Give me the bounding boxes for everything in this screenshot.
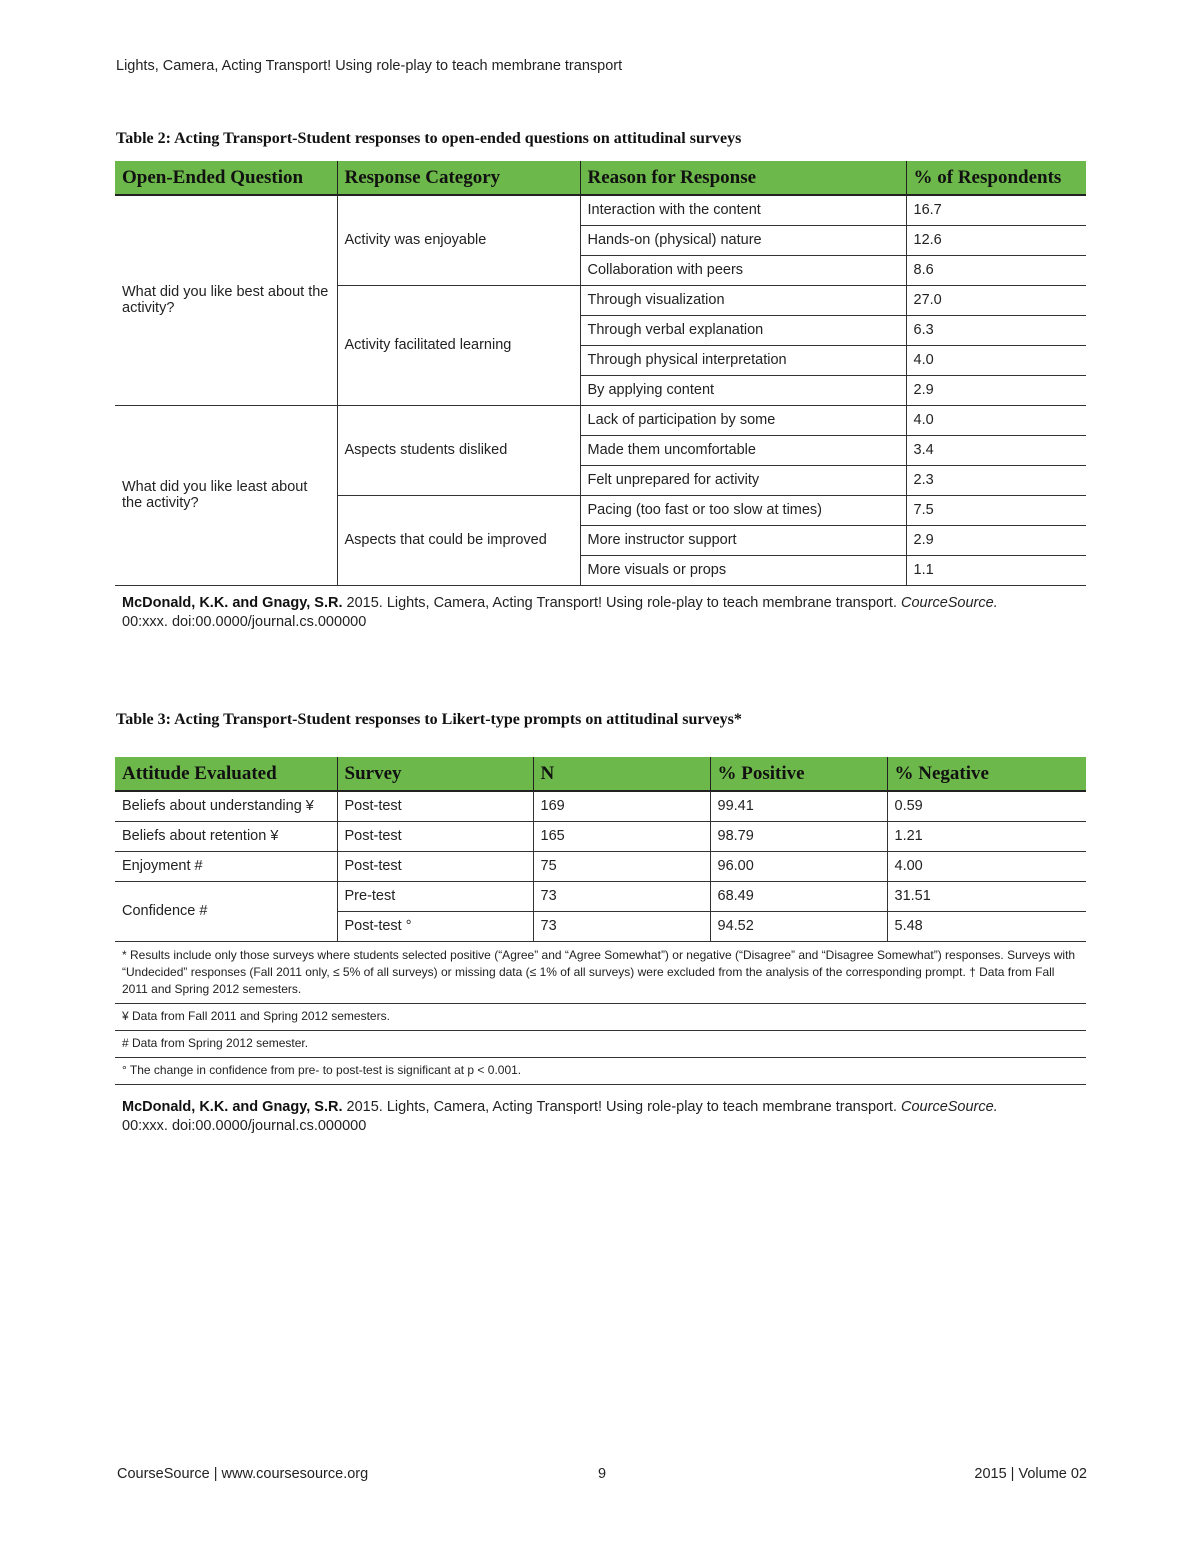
- reason-cell: More visuals or props: [580, 555, 906, 585]
- survey-cell: Post-test: [337, 821, 533, 851]
- table-note: ° The change in confidence from pre- to post-test is significant at p < 0.001.: [115, 1058, 1086, 1085]
- table3-notes: [115, 943, 1086, 1085]
- positive-cell: 99.41: [710, 791, 887, 821]
- table2-header-category: Response Category: [337, 161, 580, 195]
- table3-header-negative: % Negative: [887, 757, 1086, 791]
- table-row: [115, 405, 1086, 435]
- positive-cell: 68.49: [710, 881, 887, 911]
- citation-authors: McDonald, K.K. and Gnagy, S.R.: [122, 595, 343, 611]
- page-number: 9: [598, 1466, 607, 1482]
- percent-cell: 2.9: [906, 375, 1086, 405]
- attitude-cell: Beliefs about understanding ¥: [115, 791, 337, 821]
- percent-cell: 12.6: [906, 225, 1086, 255]
- table3-header-positive: % Positive: [710, 757, 887, 791]
- category-cell: Activity was enjoyable: [337, 195, 580, 285]
- table2-header-reason: Reason for Response: [580, 161, 906, 195]
- table-row: [115, 791, 1086, 821]
- percent-cell: 2.9: [906, 525, 1086, 555]
- negative-cell: 0.59: [887, 791, 1086, 821]
- table-note: ¥ Data from Fall 2011 and Spring 2012 semesters.: [115, 1004, 1086, 1031]
- citation-doi: 00:xxx. doi:00.0000/journal.cs.000000: [122, 614, 367, 630]
- table2-header-percent: % of Respondents: [906, 161, 1086, 195]
- percent-cell: 4.0: [906, 345, 1086, 375]
- percent-cell: 3.4: [906, 435, 1086, 465]
- question-cell: What did you like best about the activity?: [115, 195, 337, 405]
- table-row: [115, 881, 1086, 911]
- percent-cell: 8.6: [906, 255, 1086, 285]
- table3: [115, 757, 1086, 942]
- table2-title: Table 2: Acting Transport-Student responses to open-ended questions on attitudinal surveys: [116, 130, 742, 147]
- percent-cell: 7.5: [906, 495, 1086, 525]
- reason-cell: Lack of participation by some: [580, 405, 906, 435]
- attitude-cell: Enjoyment #: [115, 851, 337, 881]
- negative-cell: 5.48: [887, 911, 1086, 941]
- reason-cell: Through verbal explanation: [580, 315, 906, 345]
- table2-citation: [122, 594, 1062, 632]
- reason-cell: Collaboration with peers: [580, 255, 906, 285]
- table3-header-attitude: Attitude Evaluated: [115, 757, 337, 791]
- reason-cell: Interaction with the content: [580, 195, 906, 225]
- attitude-cell: Beliefs about retention ¥: [115, 821, 337, 851]
- n-cell: 165: [533, 821, 710, 851]
- citation-doi: 00:xxx. doi:00.0000/journal.cs.000000: [122, 1118, 367, 1134]
- category-cell: Aspects students disliked: [337, 405, 580, 495]
- citation-text: 2015. Lights, Camera, Acting Transport! Using role-play to teach membrane transport.: [342, 595, 902, 611]
- positive-cell: 98.79: [710, 821, 887, 851]
- attitude-cell: Confidence #: [115, 881, 337, 941]
- footer-right: 2015 | Volume 02: [974, 1466, 1087, 1482]
- category-cell: Aspects that could be improved: [337, 495, 580, 585]
- table-row: [115, 851, 1086, 881]
- running-head: Lights, Camera, Acting Transport! Using role-play to teach membrane transport: [116, 58, 623, 74]
- reason-cell: More instructor support: [580, 525, 906, 555]
- reason-cell: By applying content: [580, 375, 906, 405]
- table-note: # Data from Spring 2012 semester.: [115, 1031, 1086, 1058]
- category-cell: Activity facilitated learning: [337, 285, 580, 405]
- footer-left: CourseSource | www.coursesource.org: [117, 1466, 369, 1482]
- table3-header-n: N: [533, 757, 710, 791]
- survey-cell: Post-test: [337, 851, 533, 881]
- table2-header-row: [115, 161, 1086, 195]
- reason-cell: Through physical interpretation: [580, 345, 906, 375]
- percent-cell: 6.3: [906, 315, 1086, 345]
- citation-journal: CourceSource.: [901, 1099, 998, 1115]
- citation-text: 2015. Lights, Camera, Acting Transport! Using role-play to teach membrane transport.: [342, 1099, 902, 1115]
- table3-header-row: [115, 757, 1086, 791]
- positive-cell: 94.52: [710, 911, 887, 941]
- reason-cell: Felt unprepared for activity: [580, 465, 906, 495]
- negative-cell: 31.51: [887, 881, 1086, 911]
- survey-cell: Post-test °: [337, 911, 533, 941]
- citation-authors: McDonald, K.K. and Gnagy, S.R.: [122, 1099, 343, 1115]
- table3-title: Table 3: Acting Transport-Student responses to Likert-type prompts on attitudinal surveys*: [116, 711, 742, 728]
- negative-cell: 4.00: [887, 851, 1086, 881]
- n-cell: 75: [533, 851, 710, 881]
- table-row: [115, 821, 1086, 851]
- percent-cell: 27.0: [906, 285, 1086, 315]
- n-cell: 169: [533, 791, 710, 821]
- survey-cell: Post-test: [337, 791, 533, 821]
- reason-cell: Hands-on (physical) nature: [580, 225, 906, 255]
- table2: [115, 161, 1086, 586]
- table2-header-question: Open-Ended Question: [115, 161, 337, 195]
- negative-cell: 1.21: [887, 821, 1086, 851]
- percent-cell: 1.1: [906, 555, 1086, 585]
- n-cell: 73: [533, 911, 710, 941]
- positive-cell: 96.00: [710, 851, 887, 881]
- percent-cell: 16.7: [906, 195, 1086, 225]
- percent-cell: 4.0: [906, 405, 1086, 435]
- table3-header-survey: Survey: [337, 757, 533, 791]
- reason-cell: Pacing (too fast or too slow at times): [580, 495, 906, 525]
- n-cell: 73: [533, 881, 710, 911]
- reason-cell: Made them uncomfortable: [580, 435, 906, 465]
- survey-cell: Pre-test: [337, 881, 533, 911]
- reason-cell: Through visualization: [580, 285, 906, 315]
- percent-cell: 2.3: [906, 465, 1086, 495]
- table-row: [115, 195, 1086, 225]
- citation-journal: CourceSource.: [901, 595, 998, 611]
- question-cell: What did you like least about the activity?: [115, 405, 337, 585]
- table3-citation: [122, 1098, 1062, 1136]
- table-note: * Results include only those surveys where students selected positive (“Agree” and “Agree Somewhat”) or negative (“Disagree” and “Disagree Somewhat”) responses. Surveys with “Undecided” responses (Fall 2011 only, ≤ 5% of all surveys) or missing data (≤ 1% of all surveys) were excluded from the analysis of the corresponding prompt. † Data from Fall 2011 and Spring 2012 semesters.: [115, 943, 1086, 1004]
